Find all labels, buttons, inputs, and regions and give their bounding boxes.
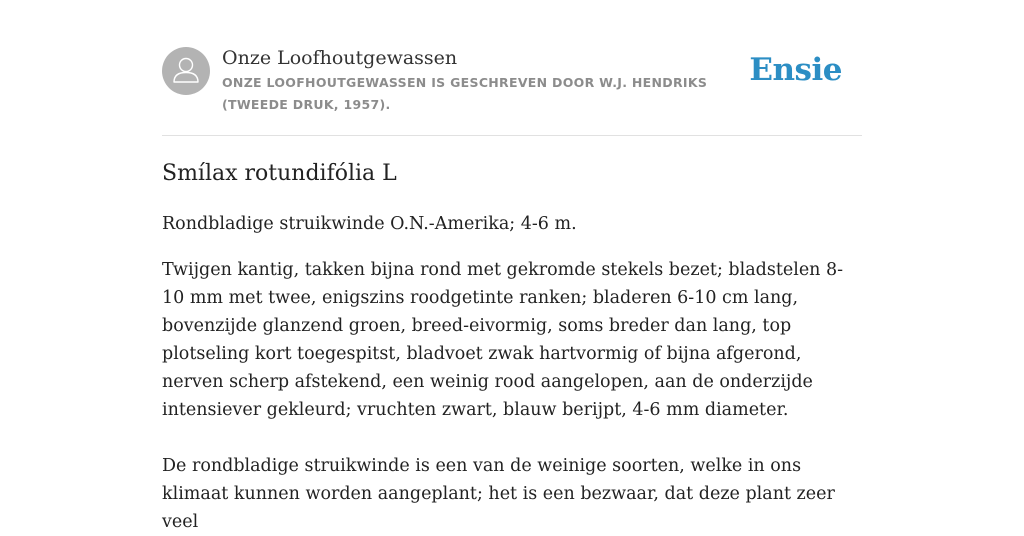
- avatar[interactable]: [162, 47, 210, 95]
- publication-title[interactable]: Onze Loofhoutgewassen: [222, 47, 458, 69]
- publication-description: ONZE LOOFHOUTGEWASSEN IS GESCHREVEN DOOR W.J. HENDRIKS (TWEEDE DRUK, 1957).: [222, 75, 708, 112]
- entry-paragraph-1: Twijgen kantig, takken bijna rond met gekromde stekels bezet; bladstelen 8-10 mm met twee, enigszins roodgetinte ranken; bladeren 6-10 cm lang, bovenzijde glanzend groen, breed-eivormig, soms breder dan lang, top plotseling kort toegespitst, bladvoet zwak hartvormig of bijna afgerond, nerven scherp afstekend, een weinig rood aangelopen, aan de onderzijde intensiever gekleurd; vruchten zwart, blauw berijpt, 4-6 mm diameter.: [162, 260, 844, 420]
- entry-title: Smílax rotundifólia L: [162, 161, 397, 186]
- header-divider: [162, 135, 862, 136]
- entry-paragraph-2: De rondbladige struikwinde is een van de weinige soorten, welke in ons klimaat kunnen worden aangeplant; het is een bezwaar, dat deze plant zeer veel: [162, 456, 835, 532]
- brand-logo[interactable]: Ensie: [749, 52, 842, 88]
- publication-header: [162, 46, 862, 116]
- entry-content: [162, 158, 862, 536]
- entry-subtitle: Rondbladige struikwinde O.N.-Amerika; 4-6 m.: [162, 214, 577, 234]
- user-icon: [162, 47, 210, 95]
